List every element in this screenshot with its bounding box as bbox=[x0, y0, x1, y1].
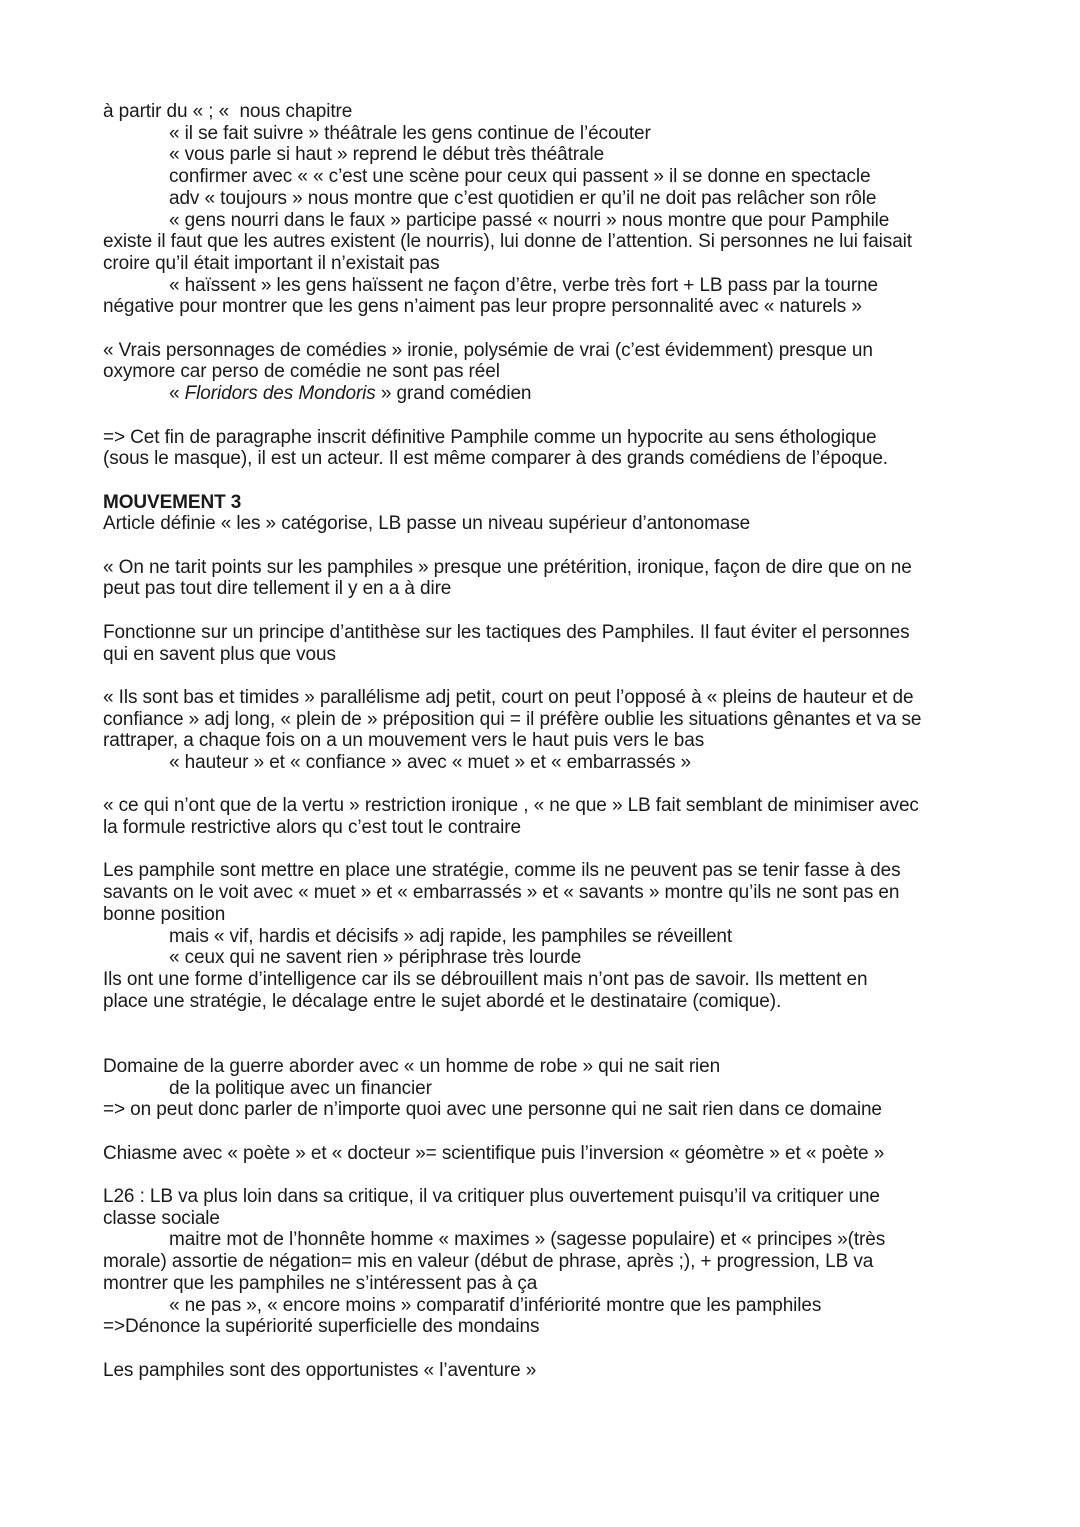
text-line: confiance » adj long, « plein de » préposition qui = il préfère oublie les situations gênantes et va se bbox=[103, 708, 922, 730]
text-line: « hauteur » et « confiance » avec « muet » et « embarrassés » bbox=[169, 752, 691, 773]
quote-open: « bbox=[169, 383, 185, 405]
text-line: =>Dénonce la supériorité superficielle des mondains bbox=[103, 1316, 540, 1338]
italic-title: Floridors des Mondoris bbox=[184, 383, 376, 405]
antithese-section bbox=[103, 622, 983, 665]
text-line: croire qu’il était important il n’existait pas bbox=[103, 252, 440, 274]
text-line: « haïssent » les gens haïssent ne façon d’être, verbe très fort + LB pass par la tourne bbox=[169, 274, 878, 296]
bas-section bbox=[103, 687, 983, 774]
text-line: bonne position bbox=[103, 903, 226, 925]
chiasme-section bbox=[103, 1143, 983, 1165]
text-line: « ne pas », « encore moins » comparatif d’infériorité montre que les pamphiles bbox=[169, 1294, 822, 1316]
comedy-section bbox=[103, 340, 983, 405]
text-line: Les pamphiles sont des opportunistes « l’aventure » bbox=[103, 1359, 537, 1381]
text-line: de la politique avec un financier bbox=[169, 1077, 432, 1099]
text-line: (sous le masque), il est un acteur. Il est même comparer à des grands comédiens de l’époque. bbox=[103, 448, 888, 470]
text-line: L26 : LB va plus loin dans sa critique, il va critiquer plus ouvertement puisqu’il va critiquer une bbox=[103, 1185, 880, 1207]
text-line: Les pamphile sont mettre en place une stratégie, comme ils ne peuvent pas se tenir fasse à des bbox=[103, 860, 901, 882]
text-line: Ils ont une forme d’intelligence car ils se débrouillent mais n’ont pas de savoir. Ils mettent en bbox=[103, 969, 868, 990]
text-line: peut pas tout dire tellement il y en a à dire bbox=[103, 578, 452, 600]
text-line: morale) assortie de négation= mis en valeur (début de phrase, après ;), + progression, LB va bbox=[103, 1251, 874, 1273]
text-line: maitre mot de l’honnête homme « maximes » (sagesse populaire) et « principes »(très bbox=[169, 1229, 886, 1251]
text-rest: » grand comédien bbox=[375, 383, 532, 405]
text-line: négative pour montrer que les gens n’aiment pas leur propre personnalité avec « naturels » bbox=[103, 296, 862, 318]
text-line: rattraper, a chaque fois on a un mouvement vers le haut puis vers le bas bbox=[103, 730, 705, 752]
text-line: adv « toujours » nous montre que c’est quotidien er qu’il ne doit pas relâcher son rôle bbox=[169, 187, 877, 209]
text-line: Chiasme avec « poète » et « docteur »= scientifique puis l’inversion « géomètre » et « poète » bbox=[103, 1142, 885, 1164]
text-line: Fonctionne sur un principe d’antithèse sur les tactiques des Pamphiles. Il faut éviter el personnes bbox=[103, 621, 910, 643]
text-line: montrer que les pamphiles ne s’intéressent pas à ça bbox=[103, 1272, 538, 1294]
section-heading: MOUVEMENT 3 bbox=[103, 491, 242, 513]
text-line: qui en savent plus que vous bbox=[103, 643, 336, 665]
intro-section bbox=[103, 101, 983, 318]
text-line: « Ils sont bas et timides » parallélisme adj petit, court on peut l’opposé à « pleins de hauteur et de bbox=[103, 686, 914, 708]
text-line: classe sociale bbox=[103, 1207, 220, 1229]
text-line: confirmer avec « « c’est une scène pour ceux qui passent » il se donne en spectacle bbox=[169, 166, 871, 188]
text-line: savants on le voit avec « muet » et « embarrassés » et « savants » montre qu’ils ne sont pas en bbox=[103, 882, 900, 904]
text-line: oxymore car perso de comédie ne sont pas réel bbox=[103, 361, 500, 383]
l26-section bbox=[103, 1186, 983, 1338]
text-line: => Cet fin de paragraphe inscrit définitive Pamphile comme un hypocrite au sens éthologique bbox=[103, 426, 877, 448]
conclusion-section bbox=[103, 427, 983, 470]
text-line: « il se fait suivre » théâtrale les gens continue de l’écouter bbox=[169, 122, 651, 144]
text-line: « ceux qui ne savent rien » périphrase très lourde bbox=[169, 947, 582, 969]
text-line: à partir du « ; « nous chapitre bbox=[103, 101, 353, 122]
text-line bbox=[103, 383, 983, 405]
vertu-section bbox=[103, 795, 983, 838]
text-line: « On ne tarit points sur les pamphiles » presque une prétérition, ironique, façon de dire que on ne bbox=[103, 556, 912, 578]
strategie-section bbox=[103, 860, 983, 1012]
text-line: mais « vif, hardis et décisifs » adj rapide, les pamphiles se réveillent bbox=[169, 925, 733, 947]
text-line: => on peut donc parler de n’importe quoi avec une personne qui ne sait rien dans ce domaine bbox=[103, 1099, 882, 1121]
mouvement3-section bbox=[103, 492, 983, 535]
guerre-section bbox=[103, 1056, 983, 1121]
opportunistes-section bbox=[103, 1360, 983, 1382]
text-line: « gens nourri dans le faux » participe passé « nourri » nous montre que pour Pamphile bbox=[169, 209, 890, 231]
text-line: existe il faut que les autres existent (le nourris), lui donne de l’attention. Si personnes ne lui faisait bbox=[103, 231, 912, 253]
text-line: « ce qui n’ont que de la vertu » restriction ironique , « ne que » LB fait semblant de minimiser avec bbox=[103, 795, 919, 817]
text-line: la formule restrictive alors qu c’est tout le contraire bbox=[103, 817, 521, 839]
text-line: « Vrais personnages de comédies » ironie, polysémie de vrai (c’est évidemment) presque un bbox=[103, 339, 873, 361]
text-line: Article définie « les » catégorise, LB passe un niveau supérieur d’antonomase bbox=[103, 513, 751, 535]
text-line: Domaine de la guerre aborder avec « un homme de robe » qui ne sait rien bbox=[103, 1055, 721, 1077]
text-line: place une stratégie, le décalage entre le sujet abordé et le destinataire (comique). bbox=[103, 990, 782, 1012]
tarit-section bbox=[103, 557, 983, 600]
document-page bbox=[103, 101, 983, 1381]
text-line: « vous parle si haut » reprend le début très théâtrale bbox=[169, 144, 605, 166]
